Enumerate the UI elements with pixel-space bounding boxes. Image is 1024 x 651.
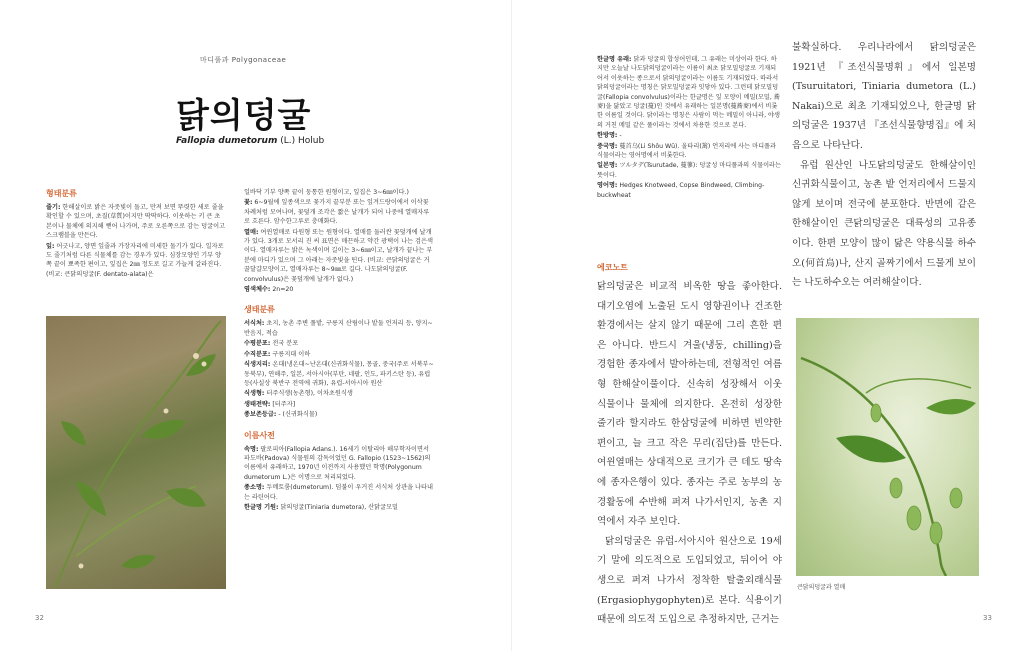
naming-heading: 이름사전 xyxy=(244,430,275,440)
entry: 식생지리: 온대(냉온대~난온대(신귀화식물), 몽골, 중국(주로 서북부~동북부), 연해주, 일본, 서아시아(부탄, 네팔, 인도, 파키스탄 등), 유럽 등(사실상 북반구 전역에 귀화), 유럽-서아시아 원산 xyxy=(244,361,434,387)
continuation-column xyxy=(792,38,976,293)
name-origin-column xyxy=(597,55,782,201)
vine-illustration xyxy=(46,316,226,589)
continuation-paragraph: 유럽 원산인 나도닭의덩굴도 한해살이인 신귀화식물이고, 농촌 밭 언저리에서 드물지 않게 보이며 전국에 분포한다. 반면에 같은 한해살이인 큰닭의덩굴은 대륙성의 고유종이다. 한편 모양이 많이 닮은 약용식물 하수오(何首烏)나, 산지 골짜기에서 드물게 보이는 나도하수오는 여러해살이다. xyxy=(792,159,976,289)
page-gutter xyxy=(511,0,512,651)
classification-column xyxy=(46,188,226,280)
page-number-left: 32 xyxy=(35,614,44,622)
classification-ecology-column xyxy=(244,188,434,513)
eco-note-heading: 에코노트 xyxy=(597,263,628,272)
classification-body xyxy=(46,203,226,279)
entry: 일본명: ツルタデ(Tsurutade, 蔓蓼): 덩굴성 마디풀과의 식물이라는 뜻이다. xyxy=(597,162,782,179)
name-origin-body xyxy=(597,55,782,200)
eco-note-body xyxy=(597,277,782,630)
scientific-name-binomial: Fallopia dumetorum xyxy=(176,136,278,146)
scientific-name-author: (L.) Holub xyxy=(280,136,325,146)
entry: 줄기: 한해살이로 밝은 자줏빛이 돌고, 만져 보면 뚜렷한 세로 줄을 확인할 수 있으며, 초질(草質)이지만 딱딱하다. 이웃하는 키 큰 초본이나 물체에 의지해 뻗어 나가며, 주로 오른쪽으로 감는 덩굴이고 스크램블을 만든다. xyxy=(46,204,226,240)
entry-cont: 일바닥 기부 양쪽 끝이 둥통한 원형이고, 잎집은 3~6㎜이다.) xyxy=(244,189,409,196)
naming-body xyxy=(244,445,434,513)
entry: 수직분포: 구릉지대 이하 xyxy=(244,350,311,358)
eco-paragraph: 닭의덩굴은 유럽-서아시아 원산으로 19세기 말에 의도적으로 도입되었고, 뒤이어 야생으로 퍼져 나가서 정착한 탈출외래식물(Ergasiophygophyten)로 본다. 식용이기 때문에 의도적 도입으로 추정하지만, 근거는 xyxy=(597,535,782,626)
entry: 종보존등급: - (신귀화식물) xyxy=(244,411,318,419)
ecology-heading: 생태분류 xyxy=(244,305,275,315)
entry: 한방명: - xyxy=(597,132,622,140)
entry: 염색체수: 2n=20 xyxy=(244,286,294,294)
entry: 속명: 팔로피아(Fallopia Adans.). 16세기 이탈리아 해부학자이면서 파도바(Padova) 식물원의 감독이었던 G. Fallopio (1523~1562)의 이름에서 유래하고, 1970년 이전까지 사용했던 학명(Polygonum dumetorum L.)은 이명으로 처리되었다. xyxy=(244,445,431,481)
photo-caption: 큰닭의덩굴과 열매 xyxy=(797,584,846,591)
entry: 영어명: Hedges Knotweed, Copse Bindweed, Climbing-buckwheat xyxy=(597,182,765,199)
entry: 꽃: 6~9월에 잎종색으로 꽃가지 끝부분 또는 잎겨드랑이에서 이삭꽃차례처럼 모여나며, 꽃덮개 조각은 짧은 날개가 되어 나중에 열매자루로 흐른다. 암수한그루로 충매화다. xyxy=(244,199,430,226)
classification-heading: 형태분류 xyxy=(46,189,77,198)
fruit-illustration xyxy=(796,318,979,576)
ecology-body xyxy=(244,319,434,419)
continuation-paragraph: 불확실하다. 우리나라에서 닭의덩굴은 1921년 『조선식물명휘』에서 일본명(Tsuruitatori, Tiniaria dumetora (L.) Nakai)으로 최초 기재되었으나, 한글명 닭의덩굴은 1937년 『조선식물향명집』에 처음으로 나타난다. xyxy=(792,42,976,151)
entry: 한글명 기원: 닭의덩굴(Tiniaria dumetora), 산닭굴모밀 xyxy=(244,503,399,511)
entry: 종소명: 두메토룸(dumetorum). 덤불이 우거진 서식처 상관을 나타내는 라틴어다. xyxy=(244,484,433,501)
entry: 수평분포: 전국 분포 xyxy=(244,340,299,348)
eco-paragraph: 닭의덩굴은 비교적 비옥한 땅을 좋아한다. 대기오염에 노출된 도시 영향권이나 건조한 환경에서는 살지 않기 때문에 그리 흔한 편은 아니다. 반드시 겨울(냉동, chilling)을 경험한 종자에서 발아하는데, 전형적인 여름형 한해살이풀이다. 신속히 성장해서 이웃 식물이나 물체에 의지한다. 온전히 성장한 줄기라 할지라도 한삼덩굴에 비하면 빈약한 편이고, 늘 크고 작은 무리(집단)를 만든다. 여윈열매는 상대적으로 크기가 큰 데도 땅속에 종자은행이 있다. 종자는 주로 농부의 농경활동에 수반해 퍼져 나가서인지, 농촌 지역에서 자주 보인다. xyxy=(597,281,782,528)
continuation-body xyxy=(792,38,976,293)
plant-photo-left xyxy=(46,316,226,589)
family-label: 마디풀과 Polygonaceae xyxy=(200,56,287,64)
entry: 열매: 여윈열매로 다원형 또는 원형이다. 열매를 둘러싼 꽃덮개에 날개가 있다. 3개로 모서리 진 씨 표면은 매끈하고 약간 광택이 나는 검은색이다. 열매자루는 밝은 녹색이며 길이는 3~6㎜이고, 날개가 끝나는 부분에 마디가 있으며 그 아래는 자줏빛을 띤다. (비교: 큰닭의덩굴은 거꿀달걀모양이고, 열매자루는 8~9㎜로 길다. 나도닭의덩굴(F. convolvulus)은 꽃덮개에 날개가 없다.) xyxy=(244,228,433,283)
entry: 잎: 어긋나고, 양면 잎줄과 가장자리에 미세한 돌기가 있다. 일자로도 줄기처럼 다른 식물체를 감는 경우가 있다. 심장모양인 기부 양쪽 끝이 뾰족한 편이고, 잎집은 2㎜ 정도로 길고 가늘게 갈라진다. (비교: 큰닭의덩굴(F. dentato-alata)은 xyxy=(46,242,224,278)
entry: 생태전략: [터주자] xyxy=(244,400,296,408)
entry: 중국명: 蔓首乌(Li Shǒu Wū). 울타리(篱) 언저리에 사는 마디풀과 식물이라는 영어명에서 비롯한다. xyxy=(597,142,777,160)
entry: 식생형: 터주식생(농촌형), 이차초원식생 xyxy=(244,390,353,398)
page-title: 닭의덩굴 xyxy=(176,96,312,136)
page-number-right: 33 xyxy=(983,614,992,622)
entry: 서식처: 초지, 농촌 주변 풀밭, 구릉지 산림이나 밭둘 언저리 등, 양지~반음지, 적습 xyxy=(244,320,433,337)
classification-cont xyxy=(244,188,434,294)
scientific-name xyxy=(176,136,324,146)
entry: 한글명 유래: 닭과 덩굴의 합성어인데, 그 유래는 미상이라 한다. 하지만 오늘날 나도닭의덩굴이라는 이름이 최초 닭모밀덩굴로 기재되어서 이웃하는 종으로서 닭의덩굴이라는 이름도 기재되었다. 따라서 닭의덩굴이라는 명칭은 닭모밀덩굴과 잇닿아 있다. 그런데 닭모밀덩굴(Fallopia convolvulus)이라는 한글명은 잎 모양이 메밀(모밀, 蕎麥)을 닮았고 덩굴(蔓)인 것에서 유래하는 일본명(蔓蕎麥)에서 비롯한 이름일 것이다. 닭이라는 명칭은 사람이 먹는 메밀이 아니라, 야생의 거친 메밀 같은 풀이라는 것에서 차용한 것으로 본다. xyxy=(597,56,781,129)
eco-note-column xyxy=(597,262,782,630)
plant-photo-right xyxy=(796,318,979,576)
